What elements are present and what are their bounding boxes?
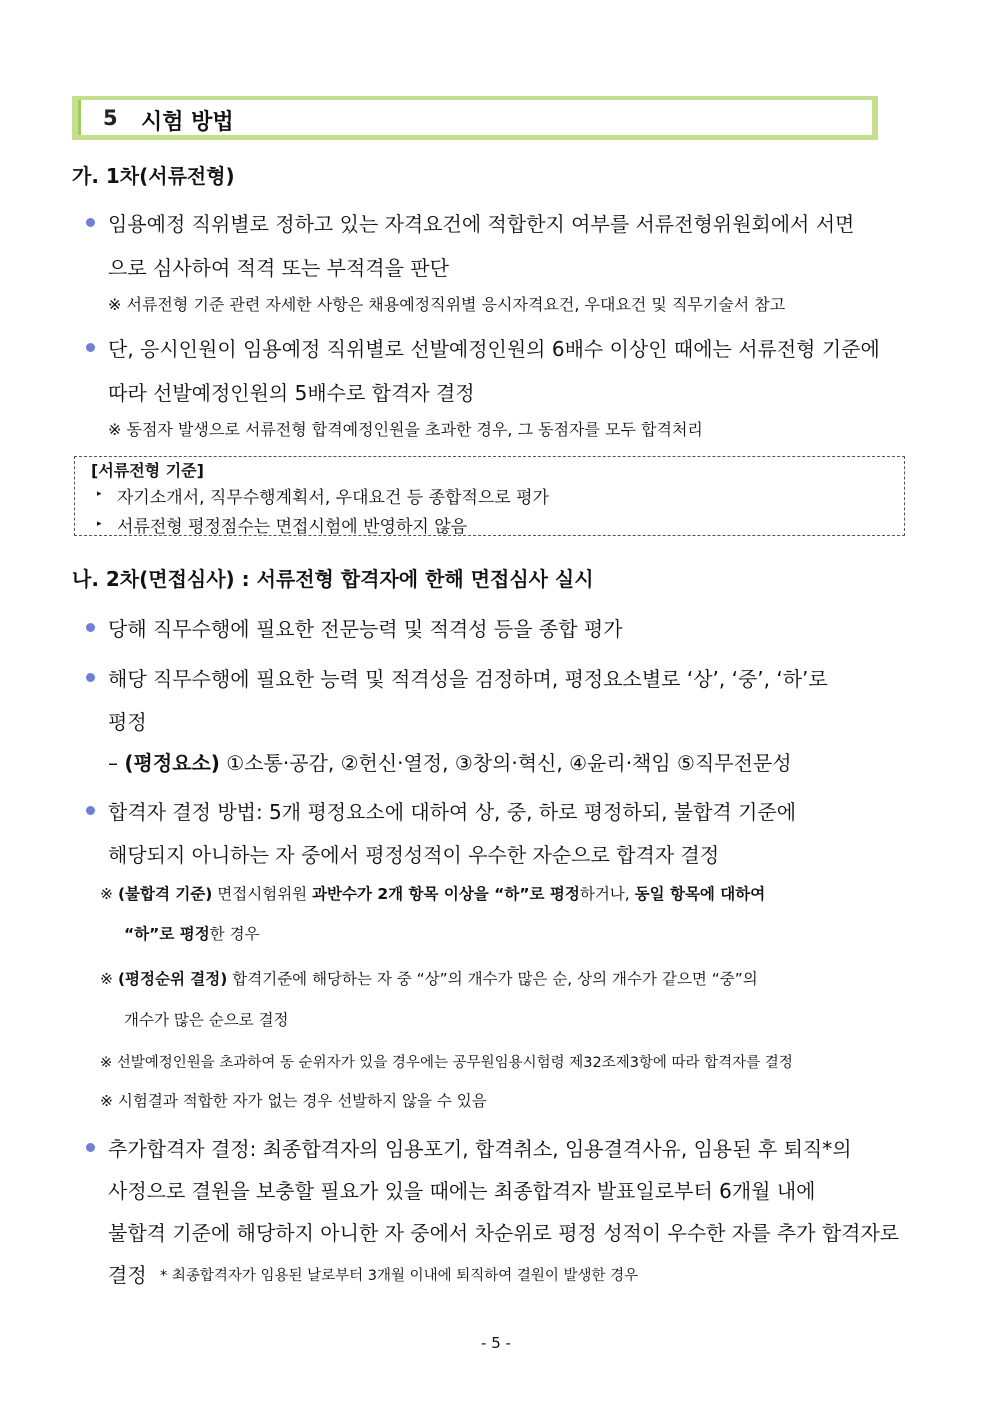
section-a-bullet1-note: ※ 서류전형 기준 관련 자세한 사항은 채용예정직위별 응시자격요건, 우대요건 및 직무기술서 참고: [108, 295, 786, 314]
note-fail-text2: 하거나,: [579, 885, 635, 903]
note-rank-label: (평정순위 결정): [117, 970, 228, 988]
heading-section-a: 가. 1차(서류전형): [72, 164, 235, 188]
note-fail-criteria: [100, 882, 765, 904]
note-fail-criteria-line2: [124, 922, 260, 944]
criteria-box: [74, 456, 905, 536]
note-fail-bold1: 과반수가 2개 항목 이상을 “하”로 평정: [312, 885, 580, 903]
section-a-bullet1-line2: 으로 심사하여 적격 또는 부적격을 판단: [108, 256, 449, 280]
bullet-icon: [86, 343, 95, 352]
bullet-icon: [86, 673, 95, 682]
note-fail-line2-bold: “하”로 평정: [124, 925, 210, 943]
bullet-icon: [86, 1143, 95, 1152]
section-b-bullet3-line2: 해당되지 아니하는 자 중에서 평정성적이 우수한 자순으로 합격자 결정: [108, 843, 720, 867]
triangle-bullet-icon: ▸: [97, 489, 102, 499]
section-b-bullet4-line2: 사정으로 결원을 보충할 필요가 있을 때에는 최종합격자 발표일로부터 6개월 내에: [108, 1179, 816, 1203]
section-header-inner: [78, 100, 872, 135]
note-fail-text1: 면접시험위원: [212, 885, 313, 903]
note-tie: ※ 선발예정인원을 초과하여 동 순위자가 있을 경우에는 공무원임용시험령 제32조제3항에 따라 합격자를 결정: [100, 1055, 793, 1071]
section-b-bullet2-line1: 해당 직무수행에 필요한 능력 및 적격성을 검정하며, 평정요소별로 ‘상’, ‘중’, ‘하’로: [108, 667, 828, 691]
dash-icon: –: [108, 751, 118, 775]
page-number: - 5 -: [481, 1334, 511, 1352]
evaluation-elements-text: ①소통·공감, ②헌신·열정, ③창의·혁신, ④윤리·책임 ⑤직무전문성: [226, 751, 792, 775]
evaluation-elements: [108, 747, 792, 776]
section-header: [72, 96, 878, 140]
section-b-bullet4-line3: 불합격 기준에 해당하지 아니한 자 중에서 차순위로 평정 성적이 우수한 자를 추가 합격자로: [108, 1221, 900, 1245]
heading-section-b: 나. 2차(면접심사) : 서류전형 합격자에 한해 면접심사 실시: [72, 567, 594, 591]
bullet-icon: [86, 806, 95, 815]
note-mark: ※: [100, 970, 113, 988]
note-rank-line2: 개수가 많은 순으로 결정: [124, 1011, 289, 1029]
section-b-bullet4-line1: 추가합격자 결정: 최종합격자의 임용포기, 합격취소, 임용결격사유, 임용된 후 퇴직*의: [108, 1137, 852, 1161]
section-title: 시험 방법: [141, 110, 234, 135]
section-a-bullet2-line2: 따라 선발예정인원의 5배수로 합격자 결정: [108, 381, 475, 405]
note-fail-line2-text: 한 경우: [209, 925, 260, 943]
section-a-bullet2-line1: 단, 응시인원이 임용예정 직위별로 선발예정인원의 6배수 이상인 때에는 서류전형 기준에: [108, 337, 880, 361]
note-rank-criteria: [100, 967, 758, 989]
evaluation-elements-label: (평정요소): [124, 751, 220, 775]
note-none: ※ 시험결과 적합한 자가 없는 경우 선발하지 않을 수 있음: [100, 1092, 487, 1110]
section-a-bullet2-note: ※ 동점자 발생으로 서류전형 합격예정인원을 초과한 경우, 그 동점자를 모두 합격처리: [108, 420, 703, 439]
bullet-icon: [86, 218, 95, 227]
criteria-item: 자기소개서, 직무수행계획서, 우대요건 등 종합적으로 평가: [117, 488, 549, 508]
note-fail-label: (불합격 기준): [117, 885, 213, 903]
footnote: * 최종합격자가 임용된 날로부터 3개월 이내에 퇴직하여 결원이 발생한 경우: [160, 1268, 639, 1284]
section-b-bullet1: 당해 직무수행에 필요한 전문능력 및 적격성 등을 종합 평가: [108, 617, 623, 641]
section-a-bullet1-line1: 임용예정 직위별로 정하고 있는 자격요건에 적합한지 여부를 서류전형위원회에서 서면: [108, 212, 855, 236]
note-fail-bold2: 동일 항목에 대하여: [634, 885, 766, 903]
bullet-icon: [86, 623, 95, 632]
section-number: 5: [103, 106, 118, 130]
section-b-bullet3-line1: 합격자 결정 방법: 5개 평정요소에 대하여 상, 중, 하로 평정하되, 불합격 기준에: [108, 800, 797, 824]
section-b-bullet4-line4: 결정: [108, 1263, 147, 1287]
criteria-box-title: [서류전형 기준]: [91, 461, 204, 480]
note-rank-line1: 합격기준에 해당하는 자 중 “상”의 개수가 많은 순, 상의 개수가 같으면 “중”의: [227, 970, 758, 988]
triangle-bullet-icon: ▸: [97, 519, 102, 529]
criteria-item: 서류전형 평정점수는 면접시험에 반영하지 않음: [117, 517, 468, 537]
note-mark: ※: [100, 885, 113, 903]
section-b-bullet2-line2: 평정: [108, 710, 147, 734]
